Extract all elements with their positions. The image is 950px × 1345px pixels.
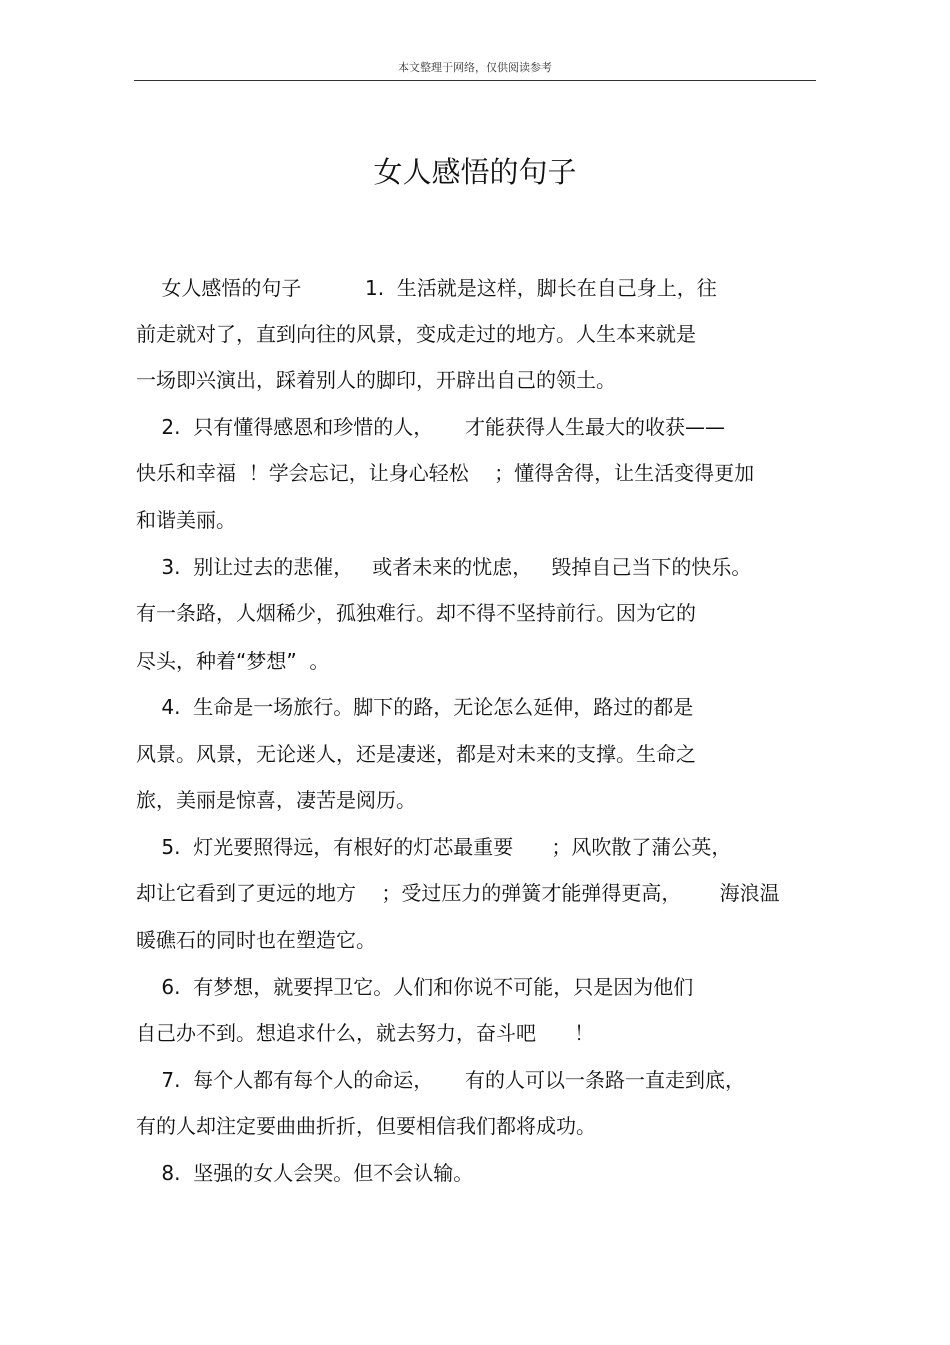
body-line: 5. 灯光要照得远，有根好的灯芯最重要 ；风吹散了蒲公英， xyxy=(136,835,732,859)
header-note: 本文整理于网络，仅供阅读参考 xyxy=(398,61,552,74)
body-line: 一场即兴演出，踩着别人的脚印，开辟出自己的领土。 xyxy=(136,368,616,392)
body-line: 有的人却注定要曲曲折折，但要相信我们都将成功。 xyxy=(136,1114,596,1138)
body-line: 快乐和幸福 ！学会忘记，让身心轻松 ；懂得舍得，让生活变得更加 xyxy=(136,461,755,485)
body-line: 自己办不到。想追求什么，就去努力，奋斗吧 ！ xyxy=(136,1021,595,1045)
body-line: 女人感悟的句子 1. 生活就是这样，脚长在自己身上，往 xyxy=(136,276,717,300)
body-line: 2. 只有懂得感恩和珍惜的人， 才能获得人生最大的收获—— xyxy=(136,415,726,439)
body-line: 旅，美丽是惊喜，凄苦是阅历。 xyxy=(136,788,416,812)
body-line: 前走就对了，直到向往的风景，变成走过的地方。人生本来就是 xyxy=(136,322,696,346)
body-line: 尽头，种着“梦想” 。 xyxy=(136,649,330,673)
body-line: 3. 别让过去的悲催， 或者未来的忧虑， 毁掉自己当下的快乐。 xyxy=(136,555,752,579)
body-line: 和谐美丽。 xyxy=(136,508,236,532)
body-line: 却让它看到了更远的地方 ；受过压力的弹簧才能弹得更高， 海浪温 xyxy=(136,881,780,905)
header-divider xyxy=(134,80,816,81)
body-line: 暖礁石的同时也在塑造它。 xyxy=(136,928,376,952)
body-line: 6. 有梦想，就要捍卫它。人们和你说不可能，只是因为他们 xyxy=(136,975,694,999)
body-line: 7. 每个人都有每个人的命运， 有的人可以一条路一直走到底， xyxy=(136,1068,746,1092)
body-line: 有一条路，人烟稀少，孤独难行。却不得不坚持前行。因为它的 xyxy=(136,601,696,625)
document-title: 女人感悟的句子 xyxy=(373,155,577,189)
body-line: 风景。风景，无论迷人，还是凄迷，都是对未来的支撑。生命之 xyxy=(136,742,696,766)
body-line: 8. 坚强的女人会哭。但不会认输。 xyxy=(136,1161,474,1185)
body-line: 4. 生命是一场旅行。脚下的路，无论怎么延伸，路过的都是 xyxy=(136,695,694,719)
